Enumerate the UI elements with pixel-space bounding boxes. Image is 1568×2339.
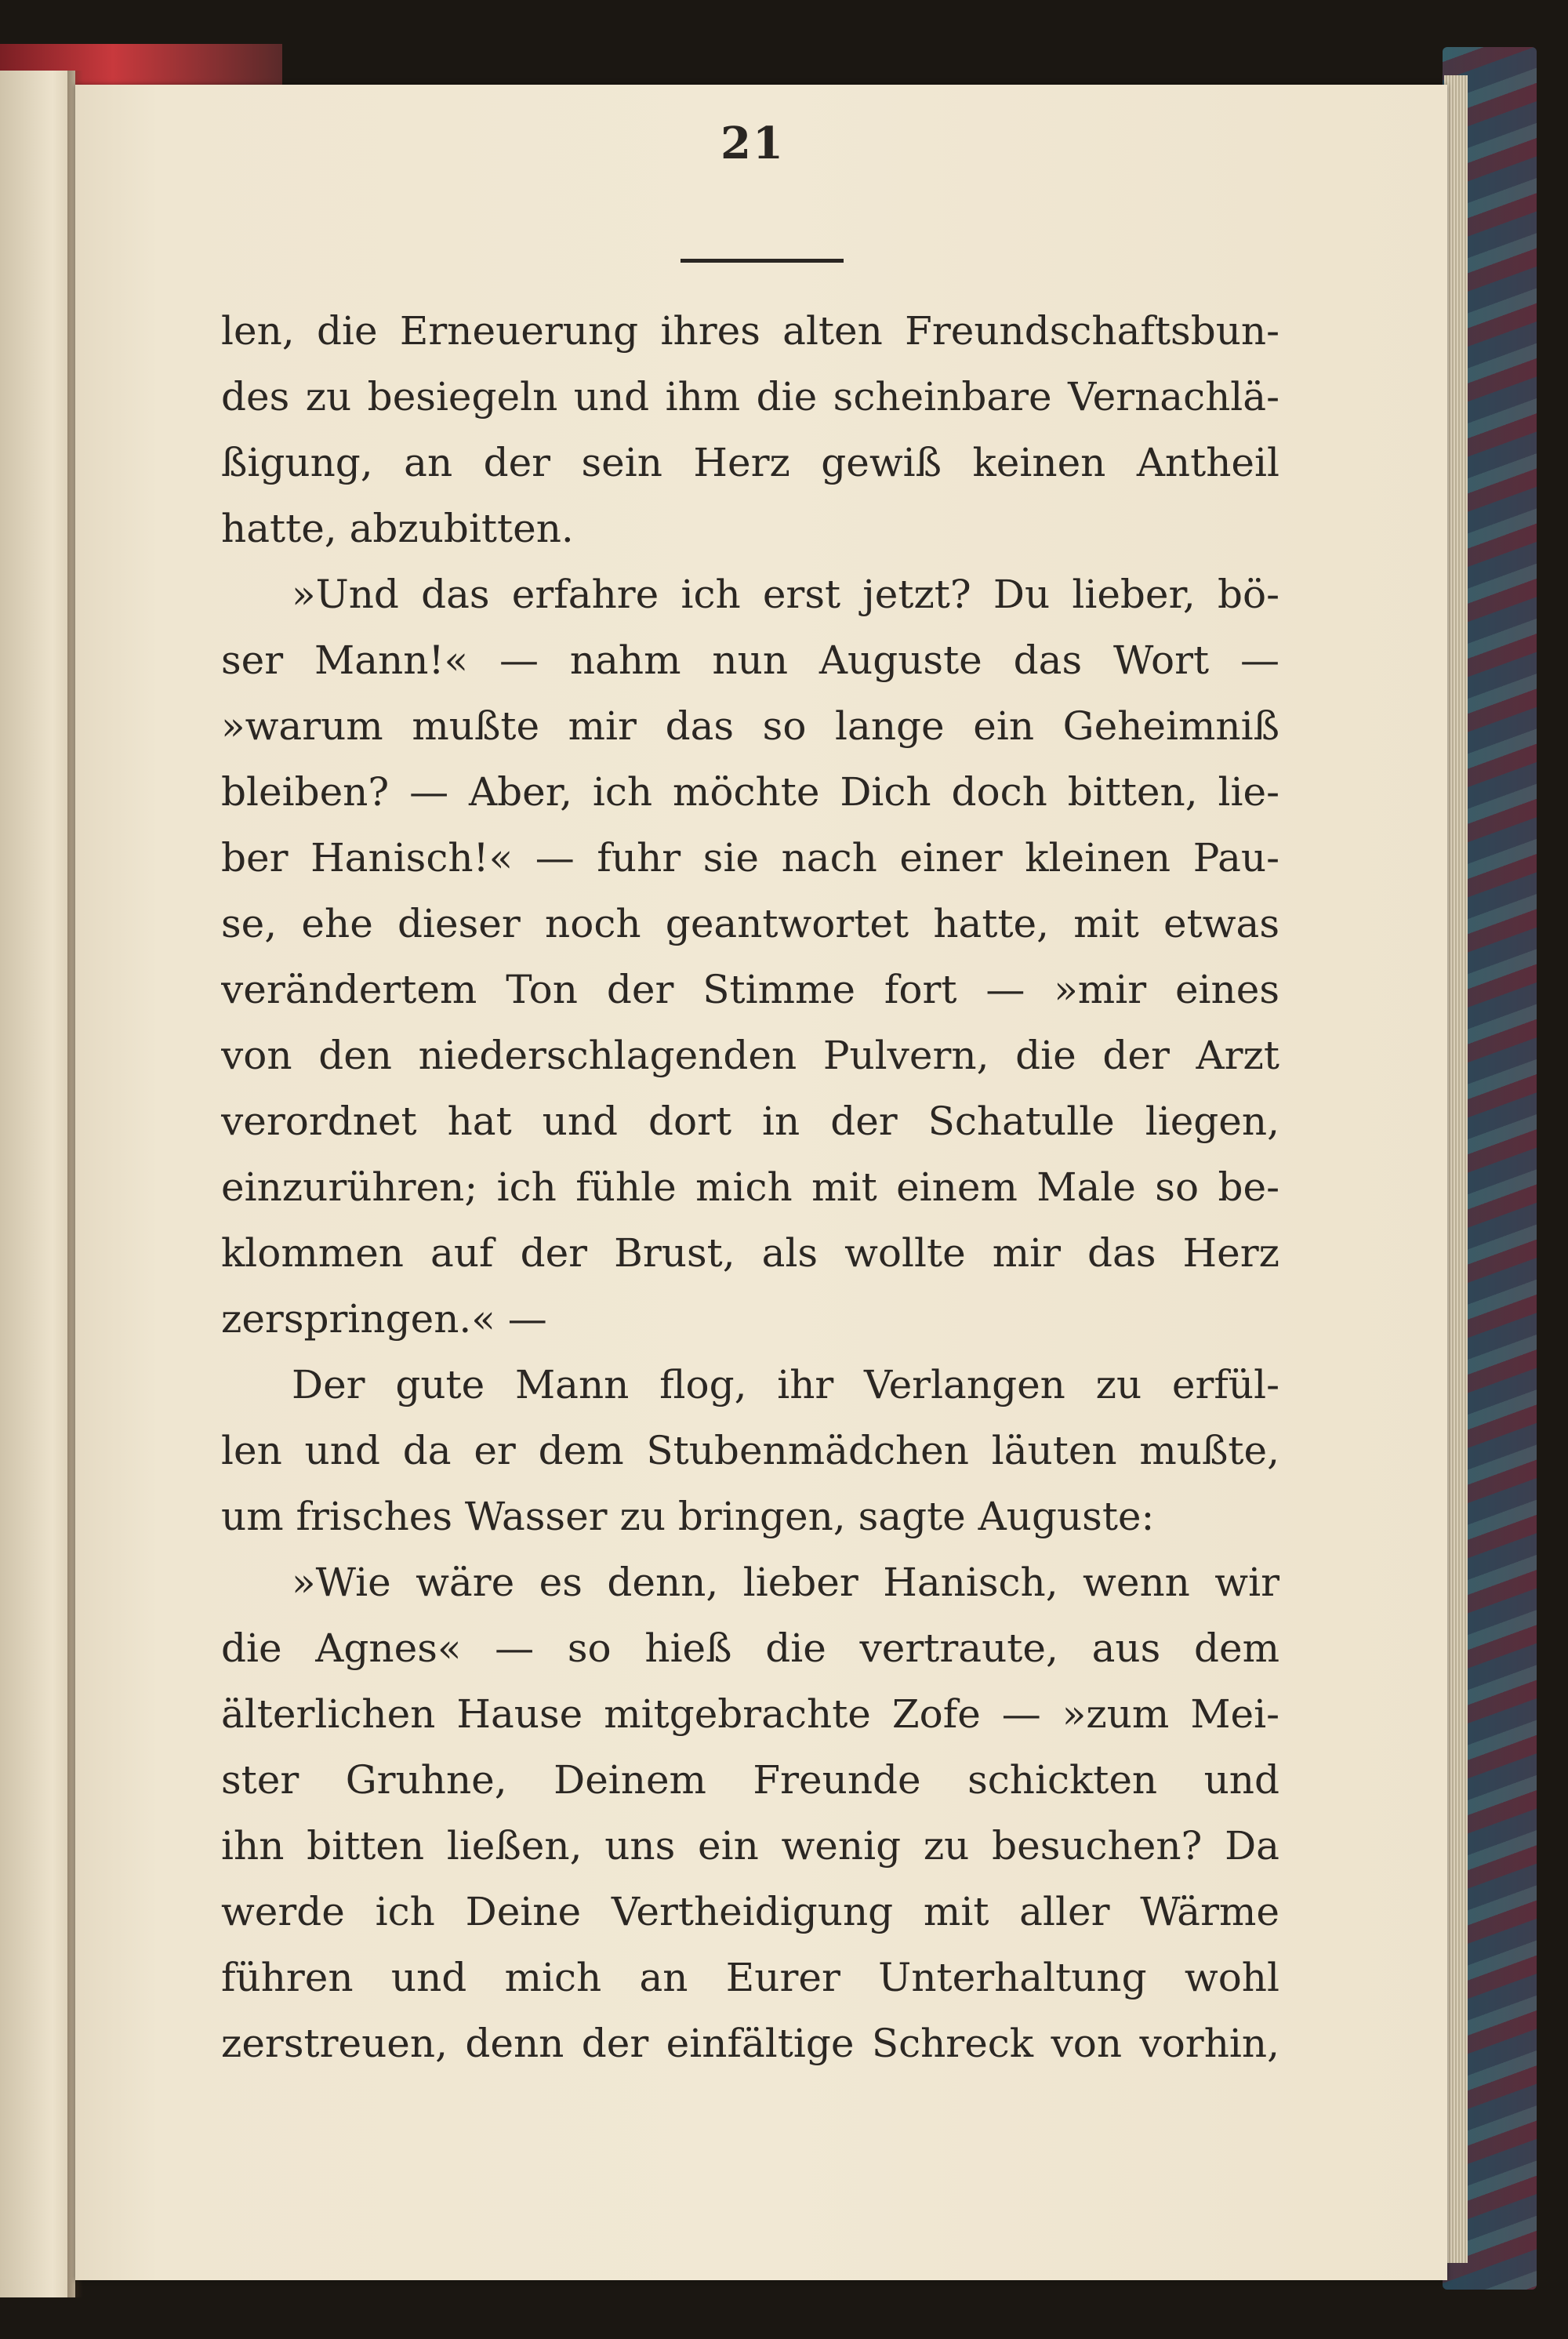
text-line: zerstreuen, denn der einfältige Schreck von vorhin, <box>221 2021 1279 2066</box>
text-line: »warum mußte mir das so lange ein Geheimniß <box>221 703 1279 749</box>
text-line: len, die Erneuerung ihres alten Freundschaftsbun- <box>221 308 1279 354</box>
page-number-rule <box>681 259 844 263</box>
text-line: bleiben? — Aber, ich möchte Dich doch bitten, lie- <box>221 769 1279 815</box>
text-line: »Und das erfahre ich erst jetzt? Du lieber, bö- <box>292 572 1279 617</box>
text-line: ber Hanisch!« — fuhr sie nach einer kleinen Pau- <box>221 835 1279 881</box>
text-line: älterlichen Hause mitgebrachte Zofe — »zum Mei- <box>221 1691 1279 1737</box>
text-line: Der gute Mann flog, ihr Verlangen zu erfül- <box>292 1362 1279 1407</box>
left-page-edge <box>0 71 75 2297</box>
text-line: einzurühren; ich fühle mich mit einem Male so be- <box>221 1164 1279 1210</box>
text-line: se, ehe dieser noch geantwortet hatte, mit etwas <box>221 901 1279 946</box>
text-line: verordnet hat und dort in der Schatulle liegen, <box>221 1099 1279 1144</box>
text-line: »Wie wäre es denn, lieber Hanisch, wenn wir <box>292 1560 1279 1605</box>
text-line: len und da er dem Stubenmädchen läuten mußte, <box>221 1428 1279 1473</box>
text-line: ihn bitten ließen, uns ein wenig zu besuchen? Da <box>221 1823 1279 1869</box>
text-line: hatte, abzubitten. <box>221 506 574 551</box>
text-line: werde ich Deine Vertheidigung mit aller Wärme <box>221 1889 1279 1934</box>
text-line: des zu besiegeln und ihm die scheinbare Vernachlä- <box>221 374 1279 419</box>
text-line: von den niederschlagenden Pulvern, die der Arzt <box>221 1033 1279 1078</box>
text-line: ßigung, an der sein Herz gewiß keinen Antheil <box>221 440 1279 485</box>
text-line: verändertem Ton der Stimme fort — »mir eines <box>221 967 1279 1012</box>
page-number: 21 <box>720 118 785 169</box>
page-edges <box>1444 75 1468 2263</box>
text-line: führen und mich an Eurer Unterhaltung wohl <box>221 1955 1279 2000</box>
text-line: um frisches Wasser zu bringen, sagte Auguste: <box>221 1494 1155 1539</box>
text-line: die Agnes« — so hieß die vertraute, aus dem <box>221 1625 1279 1671</box>
text-line: ser Mann!« — nahm nun Auguste das Wort — <box>221 637 1279 683</box>
text-line: ster Gruhne, Deinem Freunde schickten und <box>221 1757 1279 1803</box>
text-line: klommen auf der Brust, als wollte mir das Herz <box>221 1230 1279 1276</box>
text-line: zerspringen.« — <box>221 1296 547 1342</box>
page-text <box>221 298 1279 2101</box>
